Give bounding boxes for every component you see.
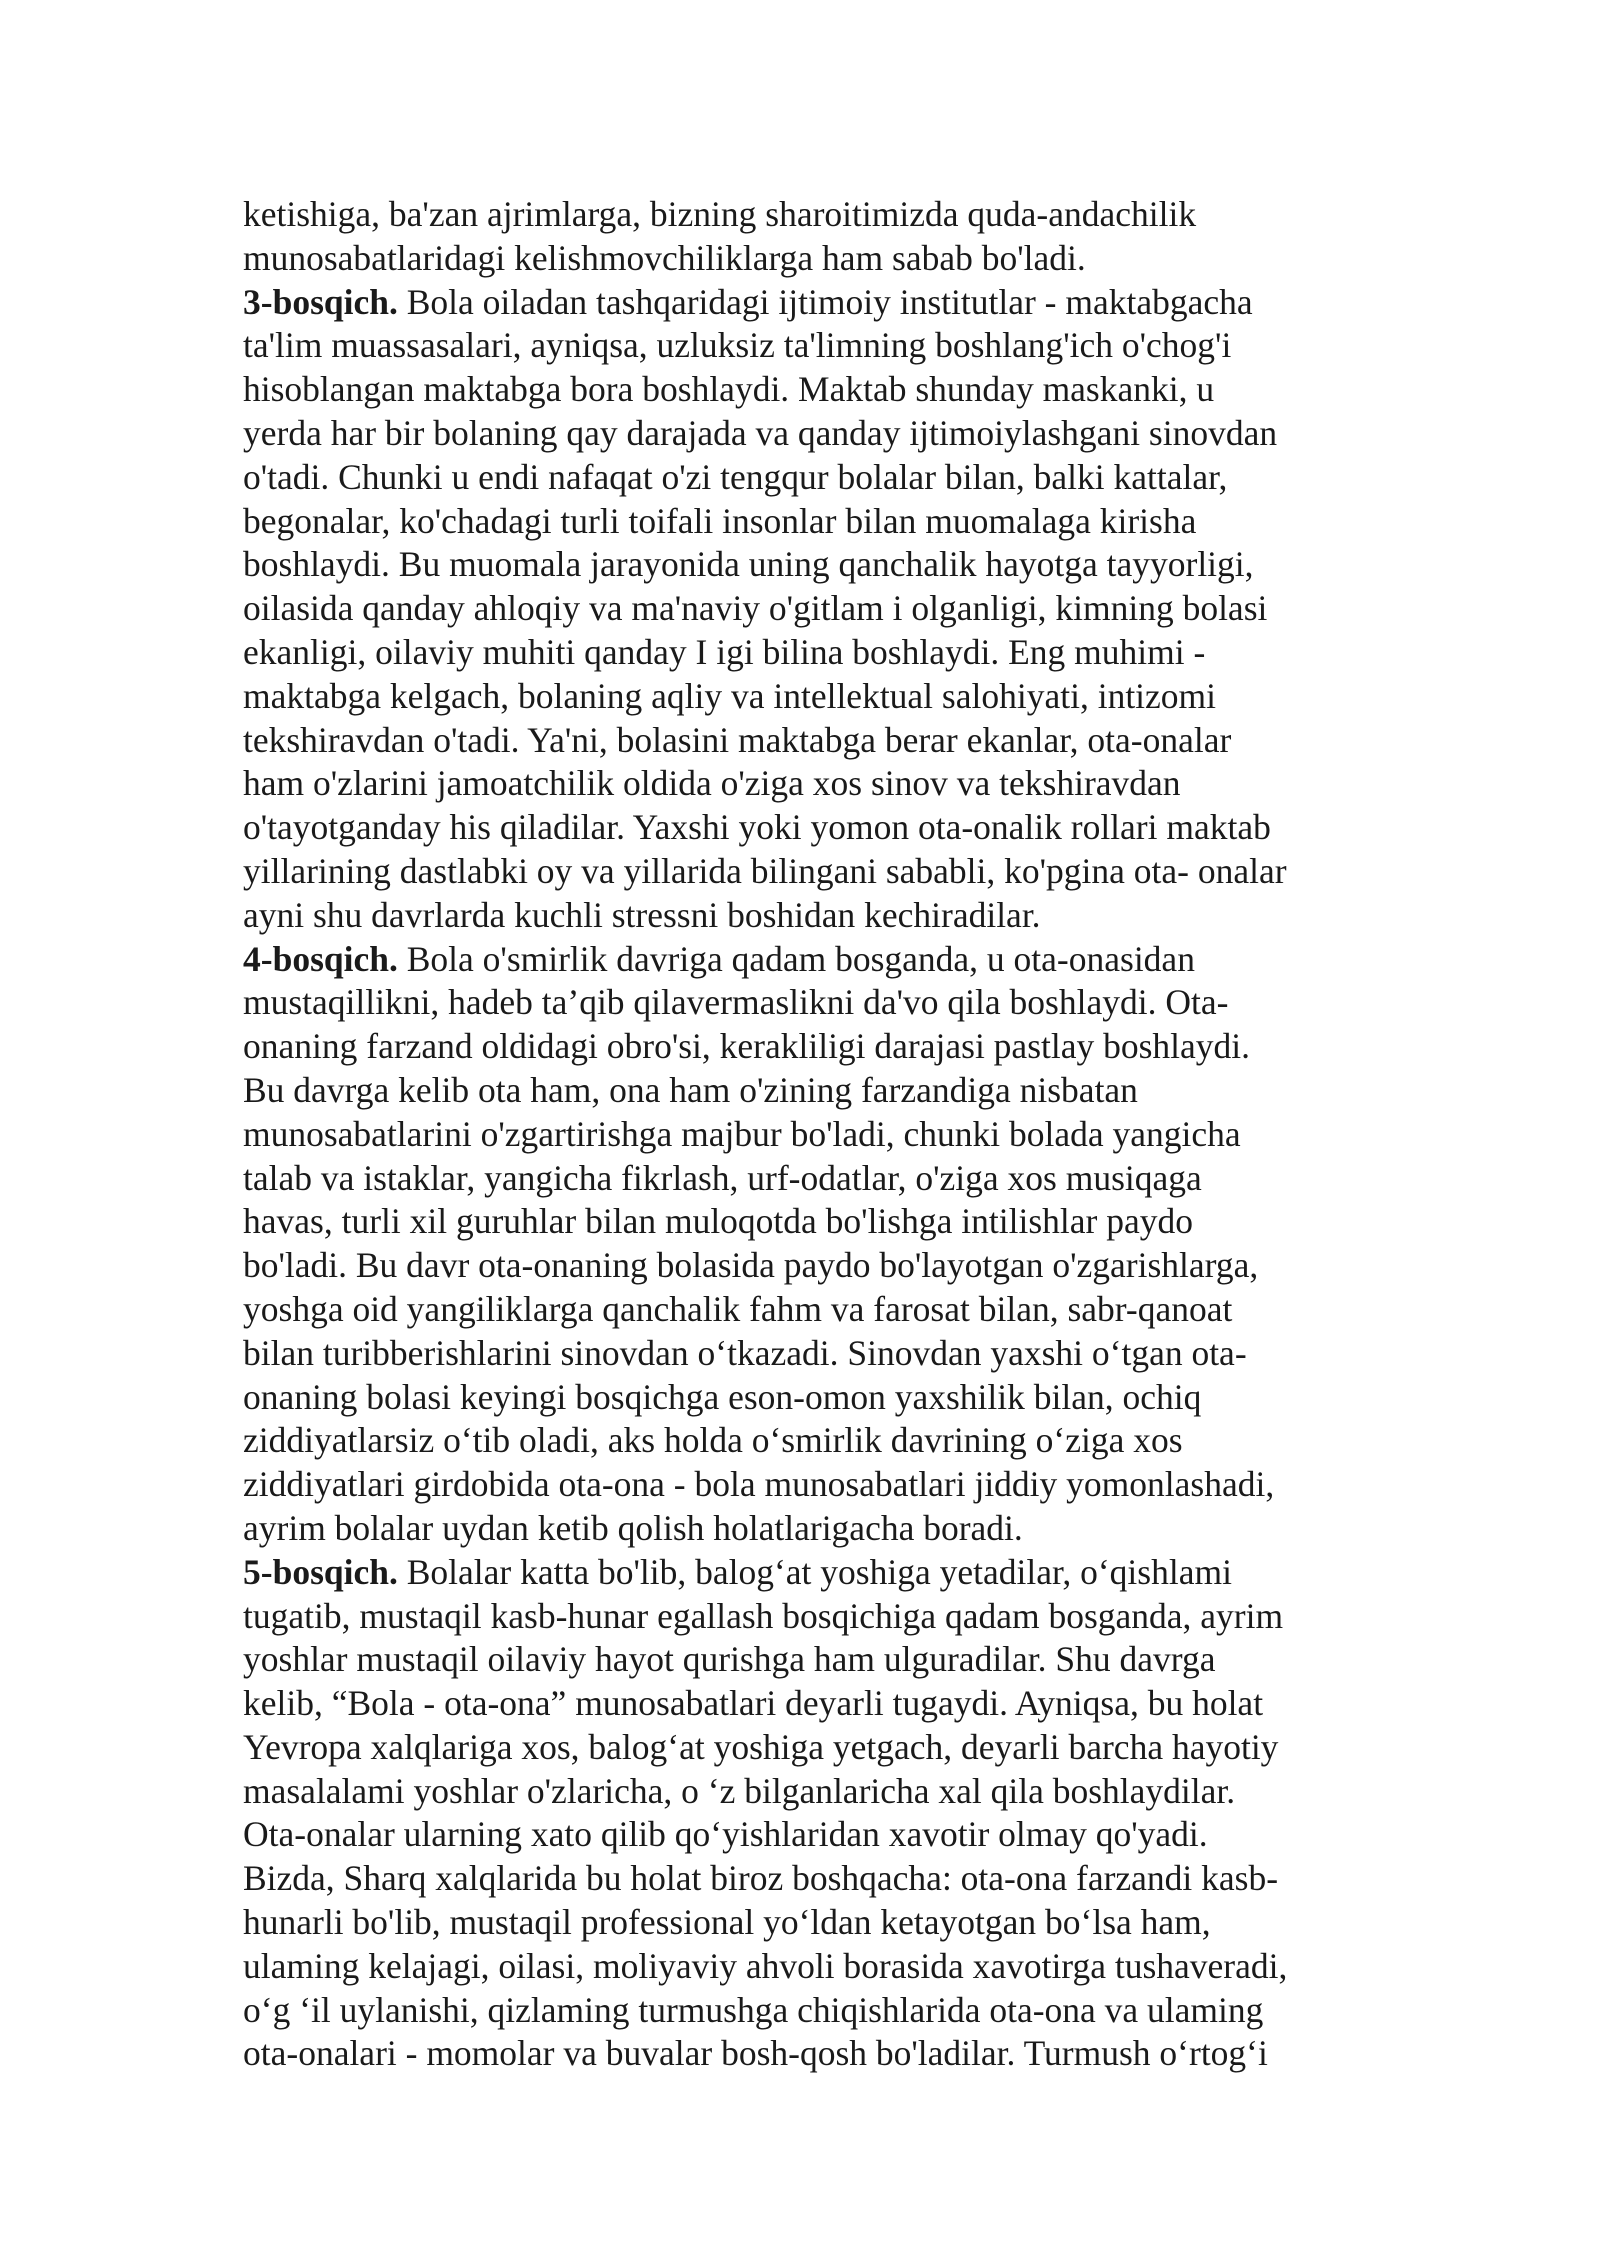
text-line [243, 1200, 1383, 1244]
text-line [243, 1770, 1383, 1814]
stage-heading-line [243, 1551, 1383, 1595]
line-text: Ota-onalar ularning xato qilib qo‘yishlaridan xavotir olmay qo'yadi. [243, 1814, 1208, 1855]
line-text: ayrim bolalar uydan ketib qolish holatlarigacha boradi. [243, 1507, 1023, 1548]
text-line [243, 1244, 1383, 1288]
line-text: ham o'zlarini jamoatchilik oldida o'ziga xos sinov va tekshiravdan [243, 763, 1181, 804]
line-text: tekshiravdan o'tadi. Ya'ni, bolasini maktabga berar ekanlar, ota-onalar [243, 719, 1232, 760]
line-text: hunarli bo'lib, mustaqil professional yo‘ldan ketayotgan bo‘lsa ham, [243, 1902, 1211, 1943]
text-line [243, 1157, 1383, 1201]
text-line [243, 850, 1383, 894]
line-text: begonalar, ko'chadagi turli toifali insonlar bilan muomalaga kirisha [243, 500, 1197, 541]
stage-label: 5-bosqich. [243, 1551, 398, 1592]
text-line [243, 1376, 1383, 1420]
text-line [243, 1989, 1383, 2033]
line-text: ota-onalari - momolar va buvalar bosh-qosh bo'ladilar. Turmush o‘rtog‘i [243, 2033, 1268, 2074]
line-text: Bu davrga kelib ota ham, ona ham o'zining farzandiga nisbatan [243, 1069, 1138, 1110]
line-text: ulaming kelajagi, oilasi, moliyaviy ahvoli borasida xavotirga tushaveradi, [243, 1945, 1288, 1986]
line-text: Yevropa xalqlariga xos, balog‘at yoshiga yetgach, deyarli barcha hayotiy [243, 1726, 1279, 1767]
line-text: Bola oiladan tashqaridagi ijtimoiy institutlar - maktabgacha [397, 281, 1253, 322]
stage-label: 3-bosqich. [243, 281, 398, 322]
text-line [243, 412, 1383, 456]
line-text: tugatib, mustaqil kasb-hunar egallash bosqichiga qadam bosganda, ayrim [243, 1595, 1284, 1636]
text-line [243, 237, 1383, 281]
line-text: yillarining dastlabki oy va yillarida bilingani sababli, ko'pgina ota- onalar [243, 850, 1287, 891]
text-line [243, 1332, 1383, 1376]
text-line [243, 1726, 1383, 1770]
text-line [243, 1025, 1383, 1069]
text-line [243, 193, 1383, 237]
text-line [243, 456, 1383, 500]
line-text: masalalami yoshlar o'zlaricha, o ‘z bilganlaricha xal qila boshlaydilar. [243, 1770, 1236, 1811]
text-line [243, 675, 1383, 719]
text-line [243, 1813, 1383, 1857]
stage-heading-line [243, 938, 1383, 982]
line-text: kelib, “Bola - ota-ona” munosabatlari deyarli tugaydi. Ayniqsa, bu holat [243, 1683, 1264, 1724]
line-text: o‘g ‘il uylanishi, qizlaming turmushga chiqishlarida ota-ona va ulaming [243, 1989, 1264, 2030]
text-line [243, 1463, 1383, 1507]
line-text: yoshlar mustaqil oilaviy hayot qurishga ham ulguradilar. Shu davrga [243, 1639, 1216, 1680]
text-line [243, 1857, 1383, 1901]
line-text: ziddiyatlari girdobida ota-ona - bola munosabatlari jiddiy yomonlashadi, [243, 1464, 1275, 1505]
line-text: Bola o'smirlik davriga qadam bosganda, u ota-onasidan [397, 938, 1195, 979]
line-text: ziddiyatlarsiz o‘tib oladi, aks holda o‘smirlik davrining o‘ziga xos [243, 1420, 1183, 1461]
line-text: ta'lim muassasalari, ayniqsa, uzluksiz ta'limning boshlang'ich o'chog'i [243, 325, 1232, 366]
text-line [243, 368, 1383, 412]
line-text: maktabga kelgach, bolaning aqliy va intellektual salohiyati, intizomi [243, 675, 1217, 716]
line-text: bo'ladi. Bu davr ota-onaning bolasida paydo bo'layotgan o'zgarishlarga, [243, 1245, 1259, 1286]
text-line [243, 1419, 1383, 1463]
line-text: boshlaydi. Bu muomala jarayonida uning qanchalik hayotga tayyorligi, [243, 544, 1254, 585]
stage-heading-line [243, 281, 1383, 325]
line-text: mustaqillikni, hadeb ta’qib qilavermaslikni da'vo qila boshlaydi. Ota- [243, 982, 1229, 1023]
text-line [243, 1901, 1383, 1945]
line-text: bilan turibberishlarini sinovdan o‘tkazadi. Sinovdan yaxshi o‘tgan ota- [243, 1332, 1247, 1373]
text-line [243, 587, 1383, 631]
line-text: Bizda, Sharq xalqlarida bu holat biroz boshqacha: ota-ona farzandi kasb- [243, 1858, 1279, 1899]
text-line [243, 1288, 1383, 1332]
text-line [243, 894, 1383, 938]
text-line [243, 543, 1383, 587]
text-line [243, 1113, 1383, 1157]
line-text: ketishiga, ba'zan ajrimlarga, bizning sharoitimizda quda-andachilik [243, 194, 1197, 234]
line-text: Bolalar katta bo'lib, balog‘at yoshiga yetadilar, o‘qishlami [397, 1551, 1232, 1592]
line-text: onaning farzand oldidagi obro'si, kerakliligi darajasi pastlay boshlaydi. [243, 1026, 1251, 1067]
text-line [243, 1595, 1383, 1639]
line-text: onaning bolasi keyingi bosqichga eson-omon yaxshilik bilan, ochiq [243, 1376, 1202, 1417]
line-text: yoshga oid yangiliklarga qanchalik fahm va farosat bilan, sabr-qanoat [243, 1288, 1233, 1329]
line-text: munosabatlarini o'zgartirishga majbur bo'ladi, chunki bolada yangicha [243, 1113, 1241, 1154]
line-text: yerda har bir bolaning qay darajada va qanday ijtimoiylashgani sinovdan [243, 412, 1278, 453]
line-text: havas, turli xil guruhlar bilan muloqotda bo'lishga intilishlar paydo [243, 1201, 1193, 1242]
text-line [243, 981, 1383, 1025]
text-line [243, 1945, 1383, 1989]
line-text: ekanligi, oilaviy muhiti qanday I igi bilina boshlaydi. Eng muhimi - [243, 631, 1206, 672]
stage-label: 4-bosqich. [243, 938, 398, 979]
body-text [243, 193, 1383, 2076]
text-line [243, 324, 1383, 368]
text-line [243, 1507, 1383, 1551]
text-line [243, 806, 1383, 850]
text-line [243, 631, 1383, 675]
line-text: o'tayotganday his qiladilar. Yaxshi yoki yomon ota-onalik rollari maktab [243, 807, 1271, 848]
line-text: oilasida qanday ahloqiy va ma'naviy o'gitlam i olganligi, kimning bolasi [243, 588, 1268, 629]
text-line [243, 1682, 1383, 1726]
text-line [243, 762, 1383, 806]
line-text: ayni shu davrlarda kuchli stressni boshidan kechiradilar. [243, 894, 1041, 935]
text-line [243, 500, 1383, 544]
line-text: hisoblangan maktabga bora boshlaydi. Maktab shunday maskanki, u [243, 369, 1215, 410]
text-line [243, 719, 1383, 763]
line-text: munosabatlaridagi kelishmovchiliklarga ham sabab bo'ladi. [243, 237, 1086, 278]
text-line [243, 1069, 1383, 1113]
text-line [243, 1638, 1383, 1682]
line-text: talab va istaklar, yangicha fikrlash, urf-odatlar, o'ziga xos musiqaga [243, 1157, 1202, 1198]
line-text: o'tadi. Chunki u endi nafaqat o'zi tengqur bolalar bilan, balki kattalar, [243, 456, 1228, 497]
text-line [243, 2032, 1383, 2076]
